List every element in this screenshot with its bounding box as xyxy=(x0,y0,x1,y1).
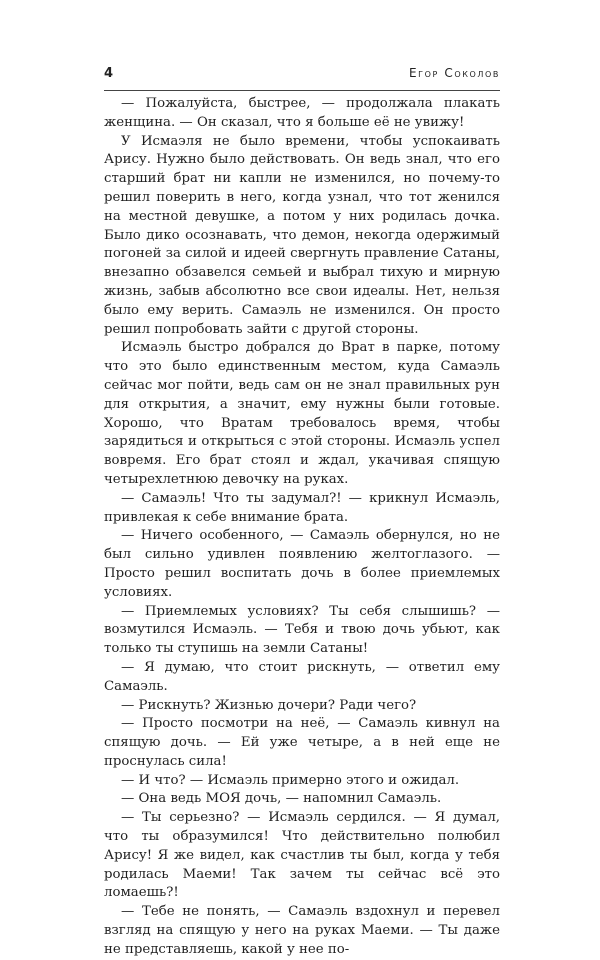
paragraph: У Исмаэля не было времени, чтобы успокаивать Арису. Нужно было действовать. Он ведь знал, что его старший брат ни капли не изменился, но почему-то решил поверить в него, когда узнал, что тот женился на местной девушке, а потом у них родилась дочка. Было дико осознавать, что демон, некогда одержимый погоней за силой и идеей свергнуть правление Сатаны, внезапно обзавелся семьей и выбрал тихую и мирную жизнь, забыв абсолютно все свои идеалы. Нет, нельзя было ему верить. Самаэль не изменился. Он просто решил попробовать зайти с другой стороны. xyxy=(104,133,500,337)
body-text xyxy=(104,95,500,960)
paragraph: — Ты серьезно? — Исмаэль сердился. — Я думал, что ты образумился! Что действительно полюбил Арису! Я же видел, как счастлив ты был, когда у тебя родилась Маеми! Так зачем ты сейчас всё это ломаешь?! xyxy=(104,810,500,901)
author-running-head: Егор Соколов xyxy=(408,66,500,80)
paragraph: Исмаэль быстро добрался до Врат в парке, потому что это было единственным местом, куда Самаэль сейчас мог пойти, ведь сам он не знал правильных рун для открытия, а значит, ему нужны были готовые. Хорошо, что Вратам требовалось время, чтобы зарядиться и открыться с этой стороны. Исмаэль успел вовремя. Его брат стоял и ждал, укачивая спящую четырехлетнюю девочку на руках. xyxy=(104,340,500,487)
paragraph: — Она ведь МОЯ дочь, — напомнил Самаэль. xyxy=(121,791,442,807)
paragraph: — Я думаю, что стоит рискнуть, — ответил ему Самаэль. xyxy=(104,659,500,694)
paragraph: — Приемлемых условиях? Ты себя слышишь? — возмутился Исмаэль. — Тебя и твою дочь убьют, как только ты ступишь на земли Сатаны! xyxy=(104,603,500,657)
paragraph: — Рискнуть? Жизнью дочери? Ради чего? xyxy=(121,697,417,713)
paragraph: — И что? — Исмаэль примерно этого и ожидал. xyxy=(121,772,460,788)
paragraph: — Самаэль! Что ты задумал?! — крикнул Исмаэль, привлекая к себе внимание брата. xyxy=(104,490,500,525)
paragraph: — Пожалуйста, быстрее, — продолжала плакать женщина. — Он сказал, что я больше её не увижу! xyxy=(104,96,500,130)
page-number: 4 xyxy=(104,66,114,81)
paragraph: — Просто посмотри на неё, — Самаэль кивнул на спящую дочь. — Ей уже четыре, а в ней еще не проснулась сила! xyxy=(104,716,500,769)
paragraph: — Тебе не понять, — Самаэль вздохнул и перевел взгляд на спящую у него на руках Маеми. — Ты даже не представляешь, какой у нее по- xyxy=(104,904,500,957)
page-header xyxy=(104,64,500,86)
header-rule xyxy=(104,90,500,91)
paragraph: — Ничего особенного, — Самаэль обернулся, но не был сильно удивлен появлению желтоглазого. — Просто решил воспитать дочь в более приемлемых условиях. xyxy=(104,528,500,600)
